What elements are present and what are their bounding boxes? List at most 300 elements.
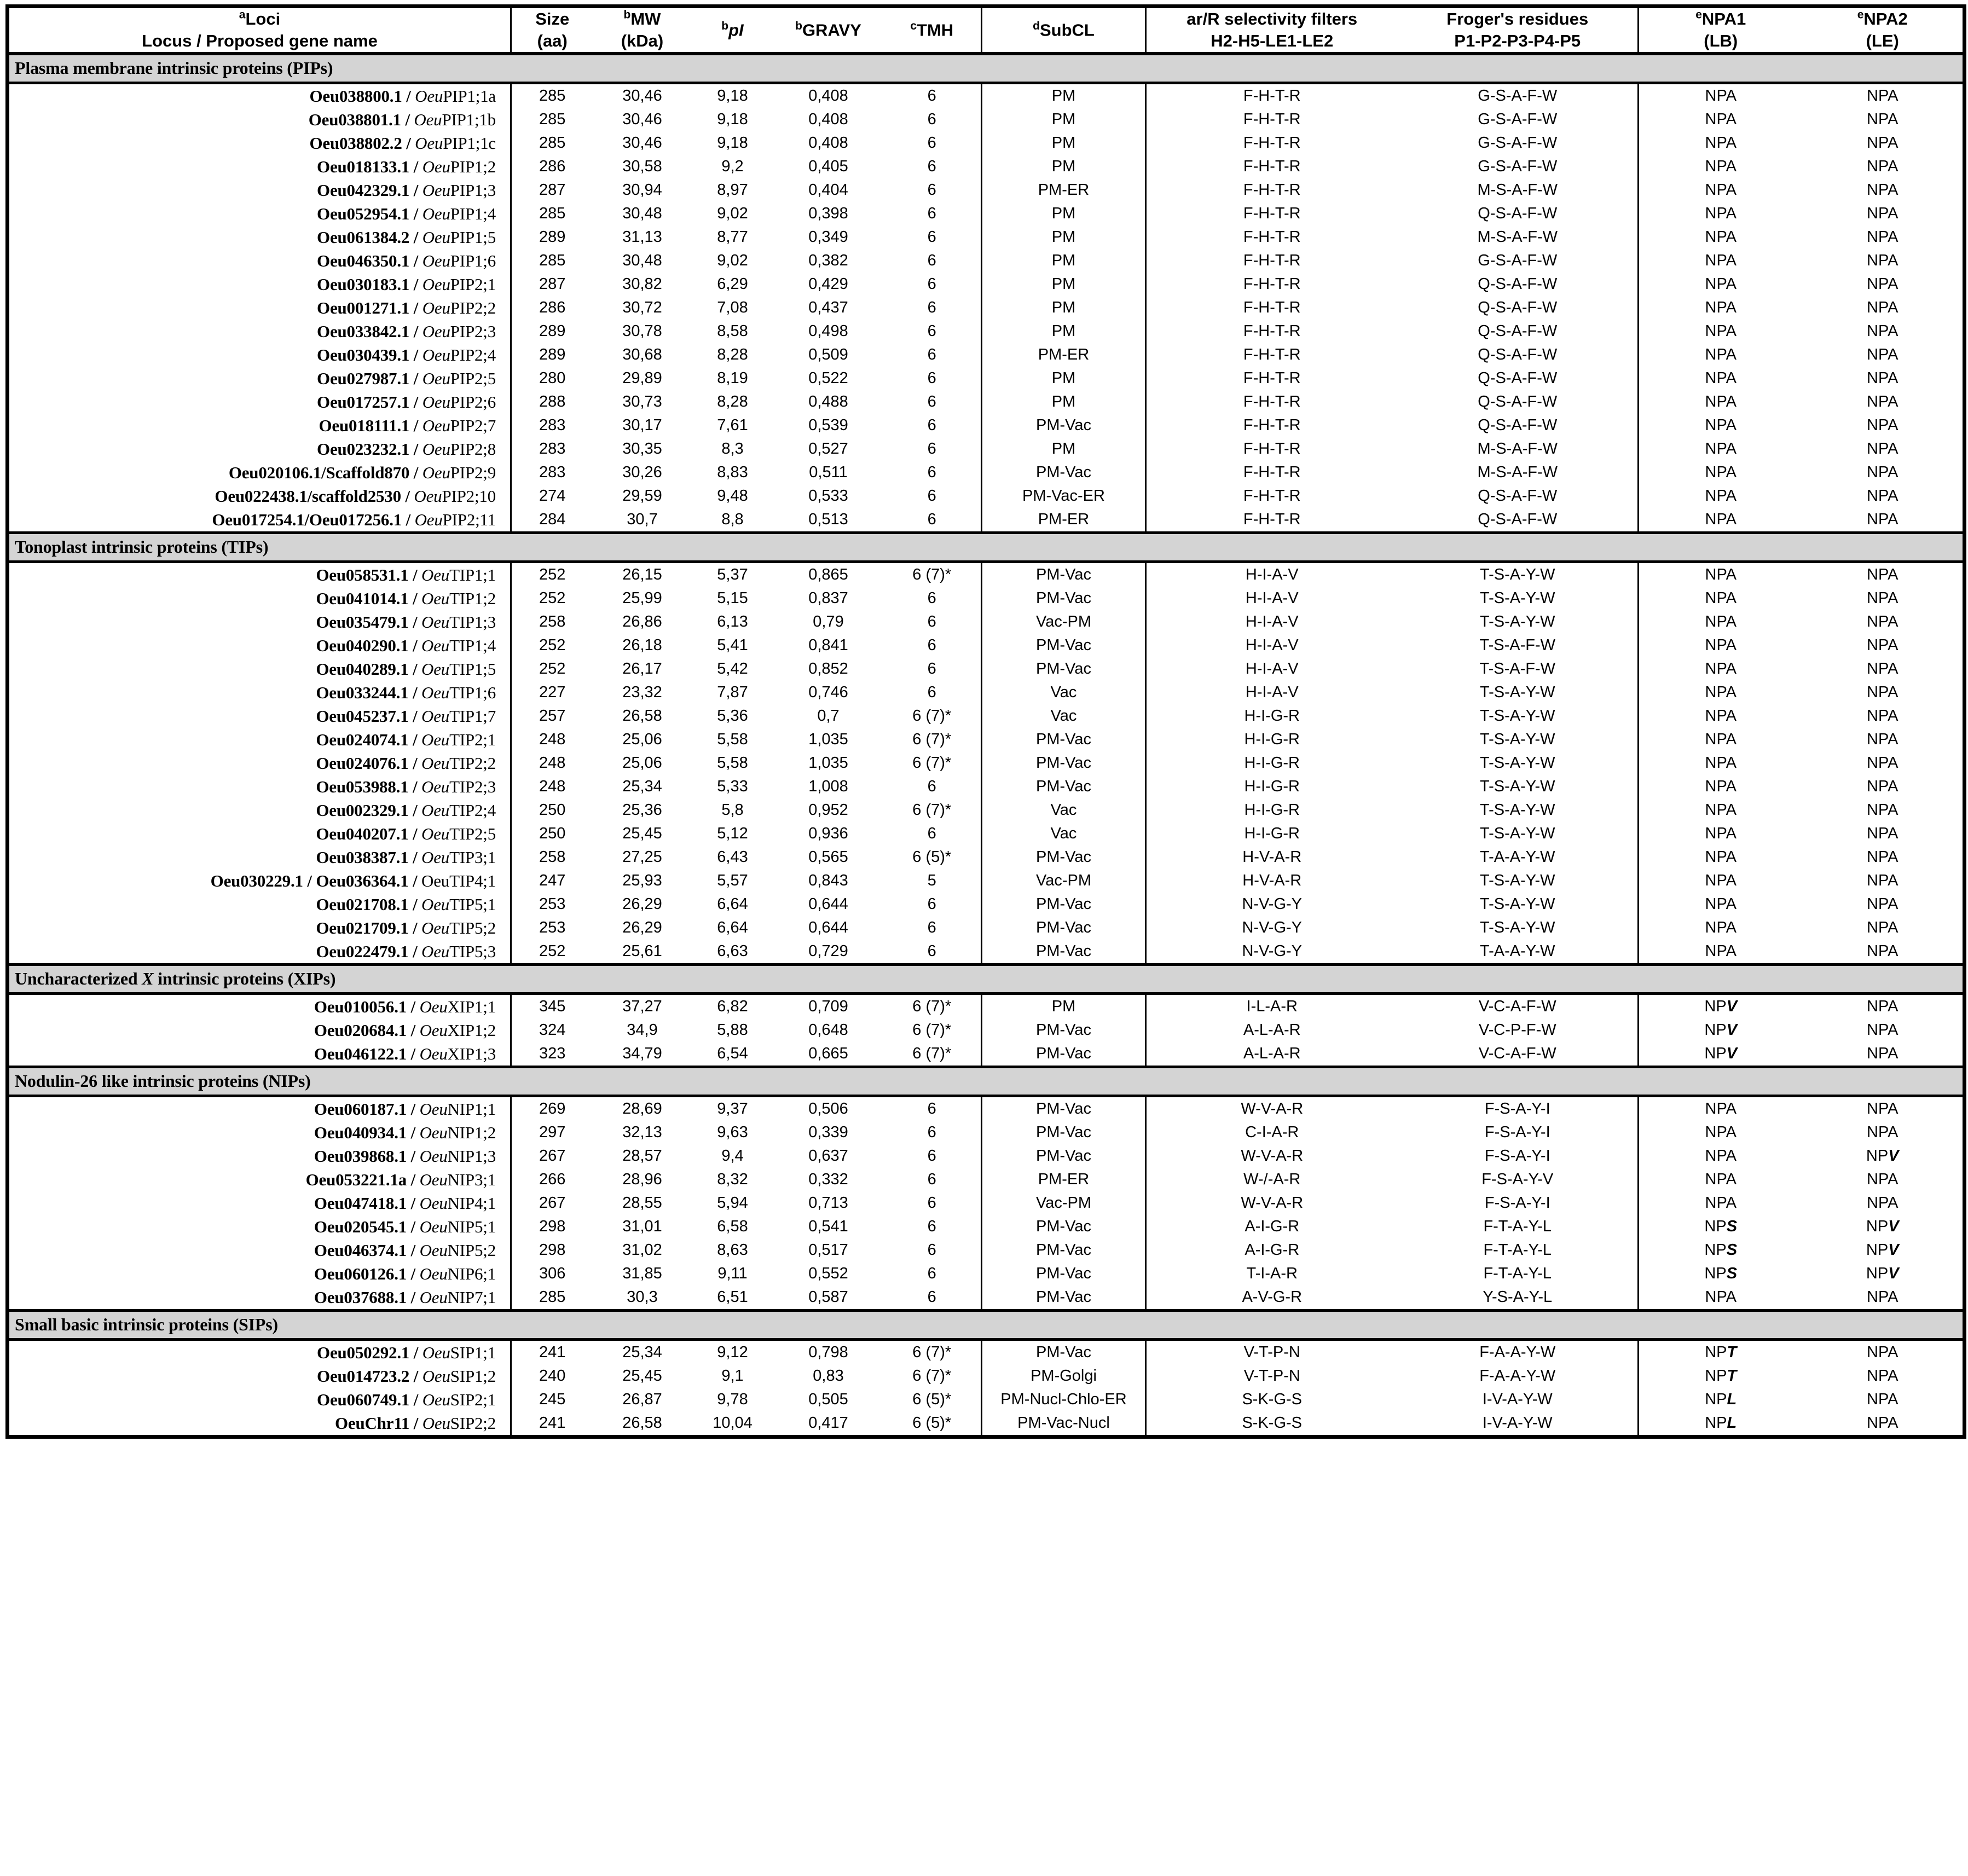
cell-froger: T-S-A-Y-W [1480, 754, 1555, 772]
cell-arr-filter: F-H-T-R [1243, 86, 1301, 105]
cell-size: 253 [539, 895, 566, 913]
cell-subcl: PM-Vac [982, 893, 1146, 916]
cell-size: 288 [539, 392, 566, 410]
cell-gravy: 0,843 [808, 871, 848, 889]
cell-froger: V-C-A-F-W [1478, 1044, 1556, 1062]
cell-subcl: PM-Vac [982, 587, 1146, 610]
cell-arr-filter: F-H-T-R [1243, 275, 1301, 293]
cell-tmh: 6 [927, 777, 936, 795]
cell-size: 324 [539, 1021, 566, 1039]
cell-locus: Oeu053221.1a / OeuNIP3;1 [8, 1168, 511, 1191]
cell-froger: T-S-A-Y-W [1480, 895, 1555, 913]
cell-tmh: 6 [927, 1147, 936, 1165]
cell-npa2: NPA [1803, 367, 1965, 390]
cell-subcl: Vac-PM [982, 610, 1146, 634]
cell-locus: Oeu045237.1 / OeuTIP1;7 [8, 704, 511, 728]
cell-size: 245 [539, 1390, 566, 1408]
cell-froger: F-S-A-Y-I [1484, 1123, 1550, 1141]
cell-locus: Oeu033244.1 / OeuTIP1;6 [8, 681, 511, 704]
cell-froger: T-S-A-Y-W [1480, 683, 1555, 701]
table-row [8, 775, 1965, 798]
cell-locus: Oeu046374.1 / OeuNIP5;2 [8, 1238, 511, 1262]
cell-npa2: NPA [1803, 846, 1965, 869]
cell-npa2: NPA [1803, 993, 1965, 1018]
cell-subcl: PM [982, 202, 1146, 225]
cell-arr-filter: F-H-T-R [1243, 228, 1301, 246]
cell-gravy: 0,527 [808, 439, 848, 458]
cell-mw: 30,72 [622, 298, 662, 316]
cell-froger: T-A-A-Y-W [1480, 848, 1555, 866]
cell-npa2: NPA [1803, 775, 1965, 798]
cell-subcl: PM-Vac [982, 1144, 1146, 1168]
cell-locus: Oeu020545.1 / OeuNIP5;1 [8, 1215, 511, 1238]
cell-gravy: 0,713 [808, 1194, 848, 1212]
table-row [8, 437, 1965, 461]
cell-locus: Oeu022438.1/scaffold2530 / OeuPIP2;10 [8, 484, 511, 508]
cell-npa1: NPA [1639, 1144, 1803, 1168]
cell-froger: T-A-A-Y-W [1480, 942, 1555, 960]
cell-tmh: 6 (7)* [912, 1044, 952, 1062]
cell-npa2: NPA [1803, 437, 1965, 461]
cell-npa1: NPV [1639, 993, 1803, 1018]
cell-froger: Y-S-A-Y-L [1483, 1288, 1553, 1306]
cell-locus: Oeu022479.1 / OeuTIP5;3 [8, 940, 511, 965]
cell-pi: 5,41 [717, 636, 748, 654]
cell-locus: Oeu017254.1/Oeu017256.1 / OeuPIP2;11 [8, 508, 511, 533]
cell-pi: 5,58 [717, 754, 748, 772]
cell-tmh: 6 [927, 612, 936, 630]
cell-locus: Oeu020684.1 / OeuXIP1;2 [8, 1018, 511, 1042]
cell-subcl: PM [982, 320, 1146, 343]
cell-arr-filter: H-I-A-V [1245, 589, 1299, 607]
cell-npa1: NPA [1639, 390, 1803, 414]
cell-subcl: PM-Vac [982, 940, 1146, 965]
cell-arr-filter: S-K-G-S [1242, 1390, 1303, 1408]
cell-pi: 5,8 [721, 801, 744, 819]
cell-locus: Oeu014723.2 / OeuSIP1;2 [8, 1364, 511, 1388]
cell-size: 269 [539, 1099, 566, 1118]
cell-froger: I-V-A-Y-W [1482, 1390, 1553, 1408]
cell-froger: F-S-A-Y-I [1484, 1099, 1550, 1118]
cell-locus: Oeu035479.1 / OeuTIP1;3 [8, 610, 511, 634]
cell-subcl: Vac [982, 704, 1146, 728]
cell-tmh: 6 [927, 510, 936, 528]
cell-arr-filter: F-H-T-R [1243, 487, 1301, 505]
cell-froger: T-S-A-Y-W [1480, 777, 1555, 795]
cell-locus: Oeu020106.1/Scaffold870 / OeuPIP2;9 [8, 461, 511, 484]
cell-gravy: 0,644 [808, 918, 848, 936]
cell-size: 323 [539, 1044, 566, 1062]
cell-tmh: 6 [927, 251, 936, 269]
cell-npa1: NPA [1639, 869, 1803, 893]
cell-locus: Oeu060126.1 / OeuNIP6;1 [8, 1262, 511, 1286]
cell-mw: 30,17 [622, 416, 662, 434]
cell-npa1: NPA [1639, 1191, 1803, 1215]
cell-subcl: PM-ER [982, 1168, 1146, 1191]
cell-npa1: NPA [1639, 1096, 1803, 1121]
cell-pi: 9,63 [717, 1123, 748, 1141]
cell-gravy: 0,332 [808, 1170, 848, 1188]
cell-mw: 25,61 [622, 942, 662, 960]
cell-pi: 8,8 [721, 510, 744, 528]
cell-pi: 9,4 [721, 1147, 744, 1165]
header-gravy: $^b$GRAVY [774, 7, 883, 54]
cell-mw: 26,29 [622, 895, 662, 913]
cell-froger: M-S-A-F-W [1477, 439, 1558, 458]
cell-pi: 9,18 [717, 110, 748, 128]
cell-locus: Oeu030229.1 / Oeu036364.1 / OeuTIP4;1 [8, 869, 511, 893]
cell-mw: 26,58 [593, 1411, 692, 1437]
cell-npa1: NPA [1639, 610, 1803, 634]
cell-arr-filter: H-I-G-R [1244, 824, 1300, 842]
cell-locus: Oeu047418.1 / OeuNIP4;1 [8, 1191, 511, 1215]
table-row [8, 1364, 1965, 1388]
cell-pi: 6,63 [717, 942, 748, 960]
cell-size: 280 [539, 369, 566, 387]
cell-npa1: NPA [1639, 108, 1803, 131]
cell-gravy: 0,552 [808, 1264, 848, 1282]
cell-tmh: 6 (7)* [912, 707, 952, 725]
cell-froger: G-S-A-F-W [1478, 157, 1558, 175]
cell-froger: Q-S-A-F-W [1478, 298, 1558, 316]
table-row [8, 461, 1965, 484]
cell-tmh: 6 [927, 1288, 936, 1306]
cell-arr-filter: F-H-T-R [1243, 463, 1301, 481]
cell-locus: Oeu030183.1 / OeuPIP2;1 [8, 273, 511, 296]
cell-froger: Q-S-A-F-W [1478, 204, 1558, 222]
cell-locus: Oeu001271.1 / OeuPIP2;2 [8, 296, 511, 320]
cell-npa1: NPL [1639, 1388, 1803, 1411]
table-row [8, 993, 1965, 1018]
cell-tmh: 6 [927, 369, 936, 387]
cell-npa2: NPA [1803, 202, 1965, 225]
table-row [8, 508, 1965, 533]
cell-pi: 5,57 [717, 871, 748, 889]
cell-tmh: 6 (7)* [912, 1343, 952, 1361]
cell-pi: 6,64 [717, 918, 748, 936]
cell-tmh: 6 [927, 439, 936, 458]
cell-froger: Q-S-A-F-W [1478, 416, 1558, 434]
table-row [8, 1238, 1965, 1262]
cell-subcl: PM [982, 437, 1146, 461]
cell-tmh: 6 [927, 1194, 936, 1212]
cell-tmh: 5 [927, 871, 936, 889]
cell-gravy: 0,7 [817, 707, 840, 725]
cell-froger: F-A-A-Y-W [1479, 1343, 1556, 1361]
table-row [8, 1339, 1965, 1364]
cell-gravy: 0,408 [808, 110, 848, 128]
cell-arr-filter: F-H-T-R [1243, 251, 1301, 269]
cell-tmh: 6 (7)* [912, 730, 952, 748]
cell-pi: 5,36 [717, 707, 748, 725]
cell-npa1: NPA [1639, 508, 1803, 533]
cell-npa2: NPA [1803, 83, 1965, 108]
cell-froger: I-V-A-Y-W [1398, 1411, 1639, 1437]
cell-froger: V-C-A-F-W [1478, 997, 1556, 1015]
cell-gravy: 0,349 [808, 228, 848, 246]
cell-locus: Oeu040290.1 / OeuTIP1;4 [8, 634, 511, 657]
cell-froger: F-S-A-Y-I [1484, 1147, 1550, 1165]
cell-npa2: NPV [1803, 1215, 1965, 1238]
cell-pi: 5,94 [717, 1194, 748, 1212]
cell-npa2: NPA [1803, 108, 1965, 131]
aquaporin-table [5, 4, 1966, 1439]
cell-size: 284 [539, 510, 566, 528]
table-row [8, 296, 1965, 320]
cell-mw: 30,48 [622, 204, 662, 222]
cell-mw: 34,79 [622, 1044, 662, 1062]
cell-mw: 30,82 [622, 275, 662, 293]
cell-locus: Oeu041014.1 / OeuTIP1;2 [8, 587, 511, 610]
cell-tmh: 6 [927, 487, 936, 505]
cell-subcl: PM-ER [982, 178, 1146, 202]
cell-arr-filter: W-V-A-R [1241, 1194, 1304, 1212]
cell-subcl: PM-ER [982, 343, 1146, 367]
cell-npa1: NPA [1639, 273, 1803, 296]
table-row [8, 1168, 1965, 1191]
cell-mw: 25,06 [622, 730, 662, 748]
cell-locus: Oeu027987.1 / OeuPIP2;5 [8, 367, 511, 390]
cell-tmh: 6 [927, 228, 936, 246]
cell-arr-filter: H-I-G-R [1244, 777, 1300, 795]
cell-pi: 6,51 [717, 1288, 748, 1306]
cell-tmh: 6 [927, 1099, 936, 1118]
cell-npa2: NPV [1803, 1144, 1965, 1168]
cell-size: 247 [539, 871, 566, 889]
cell-arr-filter: A-I-G-R [1245, 1217, 1300, 1235]
cell-subcl: PM-Vac [982, 751, 1146, 775]
cell-size: 298 [539, 1217, 566, 1235]
cell-arr-filter: N-V-G-Y [1242, 918, 1303, 936]
table-row [8, 1191, 1965, 1215]
cell-npa2: NPA [1803, 561, 1965, 587]
cell-locus: Oeu050292.1 / OeuSIP1;1 [8, 1339, 511, 1364]
cell-npa2: NPA [1803, 704, 1965, 728]
cell-arr-filter: W-V-A-R [1241, 1147, 1304, 1165]
cell-size: 248 [539, 754, 566, 772]
cell-size: 252 [539, 942, 566, 960]
cell-arr-filter: H-I-G-R [1244, 730, 1300, 748]
cell-mw: 31,02 [622, 1241, 662, 1259]
cell-tmh: 6 [927, 463, 936, 481]
cell-froger: T-S-A-Y-W [1480, 918, 1555, 936]
cell-froger: Q-S-A-F-W [1478, 392, 1558, 410]
section-band [8, 54, 1965, 83]
cell-gravy: 0,865 [808, 565, 848, 583]
cell-npa1: NPA [1639, 822, 1803, 846]
cell-npa1: NPA [1639, 1121, 1803, 1144]
cell-npa2: NPA [1803, 1018, 1965, 1042]
cell-pi: 9,48 [717, 487, 748, 505]
cell-arr-filter: V-T-P-N [1243, 1343, 1300, 1361]
table-row [8, 846, 1965, 869]
cell-gravy: 0,382 [808, 251, 848, 269]
cell-npa1: NPA [1639, 225, 1803, 249]
cell-pi: 6,13 [717, 612, 748, 630]
section-band-label: Small basic intrinsic proteins (SIPs) [8, 1310, 1965, 1339]
cell-froger: G-S-A-F-W [1478, 134, 1558, 152]
cell-npa2: NPA [1803, 1121, 1965, 1144]
table-row [8, 320, 1965, 343]
cell-npa2: NPA [1803, 893, 1965, 916]
cell-size: 306 [539, 1264, 566, 1282]
cell-mw: 30,58 [622, 157, 662, 175]
cell-gravy: 0,665 [808, 1044, 848, 1062]
cell-gravy: 0,533 [808, 487, 848, 505]
cell-tmh: 6 [927, 636, 936, 654]
cell-subcl: PM [982, 108, 1146, 131]
cell-froger: T-S-A-Y-W [1480, 612, 1555, 630]
cell-pi: 8,28 [717, 345, 748, 363]
cell-locus: Oeu023232.1 / OeuPIP2;8 [8, 437, 511, 461]
cell-locus: Oeu038800.1 / OeuPIP1;1a [8, 83, 511, 108]
cell-locus: Oeu024076.1 / OeuTIP2;2 [8, 751, 511, 775]
cell-tmh: 6 [927, 659, 936, 678]
cell-mw: 30,68 [622, 345, 662, 363]
cell-pi: 8,3 [721, 439, 744, 458]
cell-locus: OeuChr11 / OeuSIP2;2 [8, 1411, 511, 1437]
cell-npa1: NPA [1639, 657, 1803, 681]
cell-locus: Oeu010056.1 / OeuXIP1;1 [8, 993, 511, 1018]
header-loci-line2: Locus / Proposed gene name [142, 31, 378, 50]
header-subcl: $^d$SubCL [982, 7, 1146, 54]
cell-npa2: NPA [1803, 1339, 1965, 1364]
cell-size: 250 [539, 801, 566, 819]
cell-subcl: PM-Vac [982, 1238, 1146, 1262]
cell-arr-filter: N-V-G-Y [1242, 895, 1303, 913]
cell-gravy: 0,709 [808, 997, 848, 1015]
cell-locus: Oeu002329.1 / OeuTIP2;4 [8, 798, 511, 822]
cell-npa2: NPA [1803, 225, 1965, 249]
cell-subcl: PM-Golgi [982, 1364, 1146, 1388]
cell-npa1: NPA [1639, 893, 1803, 916]
cell-pi: 9,18 [717, 86, 748, 105]
cell-pi: 6,64 [717, 895, 748, 913]
cell-size: 240 [539, 1367, 566, 1385]
cell-size: 267 [539, 1147, 566, 1165]
cell-arr-filter: A-L-A-R [1243, 1021, 1301, 1039]
cell-locus: Oeu052954.1 / OeuPIP1;4 [8, 202, 511, 225]
cell-pi: 7,08 [717, 298, 748, 316]
cell-npa1: NPT [1639, 1364, 1803, 1388]
header-tmh: $^c$TMH [883, 7, 982, 54]
cell-npa1: NPA [1639, 320, 1803, 343]
cell-npa2: NPA [1803, 587, 1965, 610]
cell-pi: 9,11 [717, 1264, 748, 1282]
cell-gravy: 0,852 [808, 659, 848, 678]
cell-size: 257 [539, 707, 566, 725]
cell-gravy: 0,539 [808, 416, 848, 434]
cell-npa2: NPA [1803, 273, 1965, 296]
cell-size: 267 [539, 1194, 566, 1212]
cell-npa2: NPA [1803, 414, 1965, 437]
section-band [8, 964, 1965, 993]
cell-subcl: PM-Vac [982, 728, 1146, 751]
cell-npa1: NPA [1639, 296, 1803, 320]
cell-froger: F-T-A-Y-L [1483, 1264, 1552, 1282]
cell-froger: V-C-P-F-W [1478, 1021, 1556, 1039]
cell-arr-filter: F-H-T-R [1243, 439, 1301, 458]
cell-size: 285 [539, 134, 566, 152]
cell-gravy: 0,404 [808, 181, 848, 199]
cell-npa2: NPA [1803, 940, 1965, 965]
cell-pi: 9,78 [717, 1390, 748, 1408]
cell-size: 252 [539, 636, 566, 654]
cell-npa1: NPA [1639, 484, 1803, 508]
cell-pi: 10,04 [692, 1411, 774, 1437]
cell-arr-filter: I-L-A-R [1246, 997, 1298, 1015]
table-row [8, 561, 1965, 587]
cell-mw: 37,27 [622, 997, 662, 1015]
cell-mw: 29,89 [622, 369, 662, 387]
cell-froger: T-S-A-Y-W [1480, 565, 1555, 583]
cell-size: 289 [539, 345, 566, 363]
cell-npa2: NPV [1803, 1262, 1965, 1286]
cell-tmh: 6 [927, 589, 936, 607]
cell-mw: 23,32 [622, 683, 662, 701]
cell-subcl: PM-Vac [982, 846, 1146, 869]
cell-mw: 30,46 [622, 86, 662, 105]
cell-tmh: 6 (7)* [912, 1021, 952, 1039]
header-arr-filters: ar/R selectivity filters H2-H5-LE1-LE2 [1146, 7, 1398, 54]
table-row [8, 178, 1965, 202]
cell-arr-filter: C-I-A-R [1245, 1123, 1299, 1141]
cell-locus: Oeu046122.1 / OeuXIP1;3 [8, 1042, 511, 1067]
cell-subcl: PM-Vac [982, 1121, 1146, 1144]
cell-pi: 8,77 [717, 228, 748, 246]
cell-gravy: 0,339 [808, 1123, 848, 1141]
cell-froger: Q-S-A-F-W [1478, 275, 1558, 293]
cell-arr-filter: N-V-G-Y [1242, 942, 1303, 960]
cell-subcl: PM-Vac [982, 1018, 1146, 1042]
cell-npa2: NPA [1803, 320, 1965, 343]
cell-subcl: PM [982, 249, 1146, 273]
cell-mw: 30,3 [627, 1288, 658, 1306]
cell-npa1: NPA [1639, 587, 1803, 610]
cell-subcl: Vac [982, 822, 1146, 846]
table-row [8, 657, 1965, 681]
cell-pi: 5,42 [717, 659, 748, 678]
cell-pi: 6,82 [717, 997, 748, 1015]
cell-froger: T-S-A-Y-W [1480, 871, 1555, 889]
cell-npa1: NPA [1639, 461, 1803, 484]
cell-froger: G-S-A-F-W [1478, 110, 1558, 128]
cell-npa1: NPA [1639, 155, 1803, 178]
section-band [8, 532, 1965, 561]
table-row [8, 1215, 1965, 1238]
cell-npa2: NPA [1803, 681, 1965, 704]
table-row [8, 681, 1965, 704]
cell-tmh: 6 [927, 322, 936, 340]
header-loci [8, 7, 511, 54]
cell-mw: 31,85 [622, 1264, 662, 1282]
cell-arr-filter: F-H-T-R [1243, 322, 1301, 340]
cell-froger: G-S-A-F-W [1478, 86, 1558, 105]
cell-gravy: 0,637 [808, 1147, 848, 1165]
cell-arr-filter: F-H-T-R [1243, 510, 1301, 528]
cell-npa1: NPA [1639, 1286, 1803, 1311]
cell-size: 253 [539, 918, 566, 936]
cell-tmh: 6 [927, 134, 936, 152]
cell-arr-filter: H-I-A-V [1245, 636, 1299, 654]
cell-pi: 6,29 [717, 275, 748, 293]
section-band [8, 1310, 1965, 1339]
cell-mw: 30,94 [622, 181, 662, 199]
cell-gravy: 0,587 [808, 1288, 848, 1306]
cell-tmh: 6 [927, 204, 936, 222]
cell-subcl: PM-Vac [982, 634, 1146, 657]
cell-locus: Oeu037688.1 / OeuNIP7;1 [8, 1286, 511, 1311]
